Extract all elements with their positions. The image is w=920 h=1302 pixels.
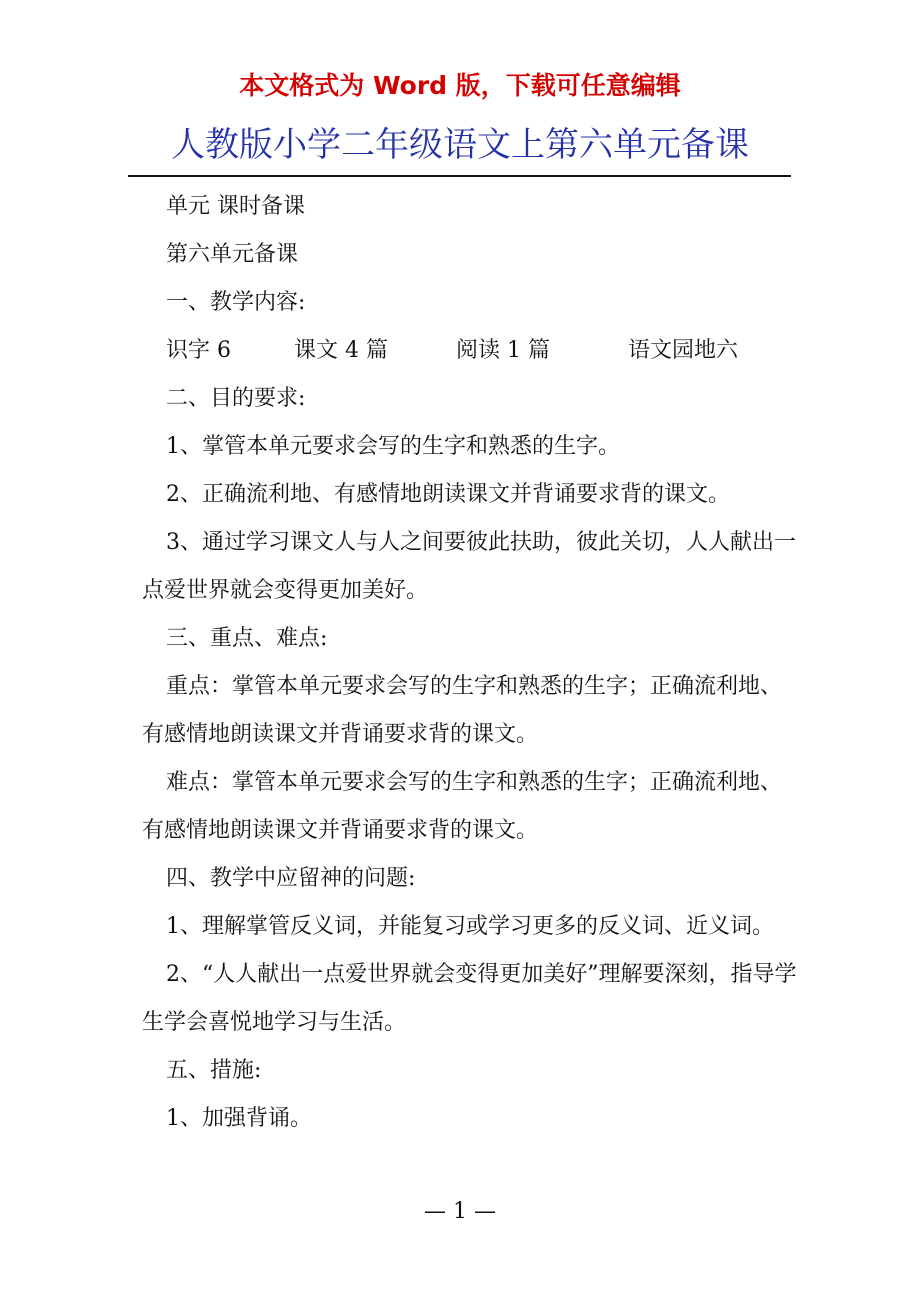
measure-item-1: 1、加强背诵。 — [166, 1106, 312, 1131]
difficulty-paragraph: 难点：掌管本单元要求会写的生字和熟悉的生字；正确流利地、有感情地朗读课文并背诵要求背的课文。 — [142, 770, 783, 843]
section-heading-goals: 二、目的要求: — [166, 386, 306, 411]
unit-line: 单元 课时备课 — [166, 194, 305, 219]
page-number: — 1 — — [424, 1199, 496, 1224]
document-title: 人教版小学二年级语文上第六单元备课 — [171, 125, 749, 165]
title-divider — [128, 175, 791, 177]
unit-title: 第六单元备课 — [166, 242, 299, 267]
goal-item-1: 1、掌管本单元要求会写的生字和熟悉的生字。 — [166, 434, 620, 459]
goal-item-2: 2、正确流利地、有感情地朗读课文并背诵要求背的课文。 — [166, 482, 730, 507]
issue-item-2: 2、“人人献出一点爱世界就会变得更加美好”理解要深刻，指导学生学会喜悦地学习与生活。 — [142, 962, 797, 1035]
document-body — [142, 183, 802, 1143]
section-heading-content: 一、教学内容: — [166, 290, 306, 315]
content-items-row — [142, 327, 802, 375]
goal-item-3: 3、通过学习课文人与人之间要彼此扶助，彼此关切，人人献出一点爱世界就会变得更加美好。 — [142, 530, 796, 603]
issue-item-1: 1、理解掌管反义词，并能复习或学习更多的反义词、近义词。 — [166, 914, 774, 939]
key-point-paragraph: 重点：掌管本单元要求会写的生字和熟悉的生字；正确流利地、有感情地朗读课文并背诵要求背的课文。 — [142, 674, 783, 747]
content-item-texts: 课文 4 篇 — [294, 338, 388, 363]
content-item-garden: 语文园地六 — [628, 338, 739, 363]
content-item-literacy: 识字 6 — [166, 338, 231, 363]
section-heading-keypoints: 三、重点、难点: — [166, 626, 328, 651]
content-item-reading: 阅读 1 篇 — [456, 338, 550, 363]
download-notice: 本文格式为 Word 版，下载可任意编辑 — [239, 71, 681, 100]
section-heading-issues: 四、教学中应留神的问题: — [166, 866, 416, 891]
section-heading-measures: 五、措施: — [166, 1058, 262, 1083]
